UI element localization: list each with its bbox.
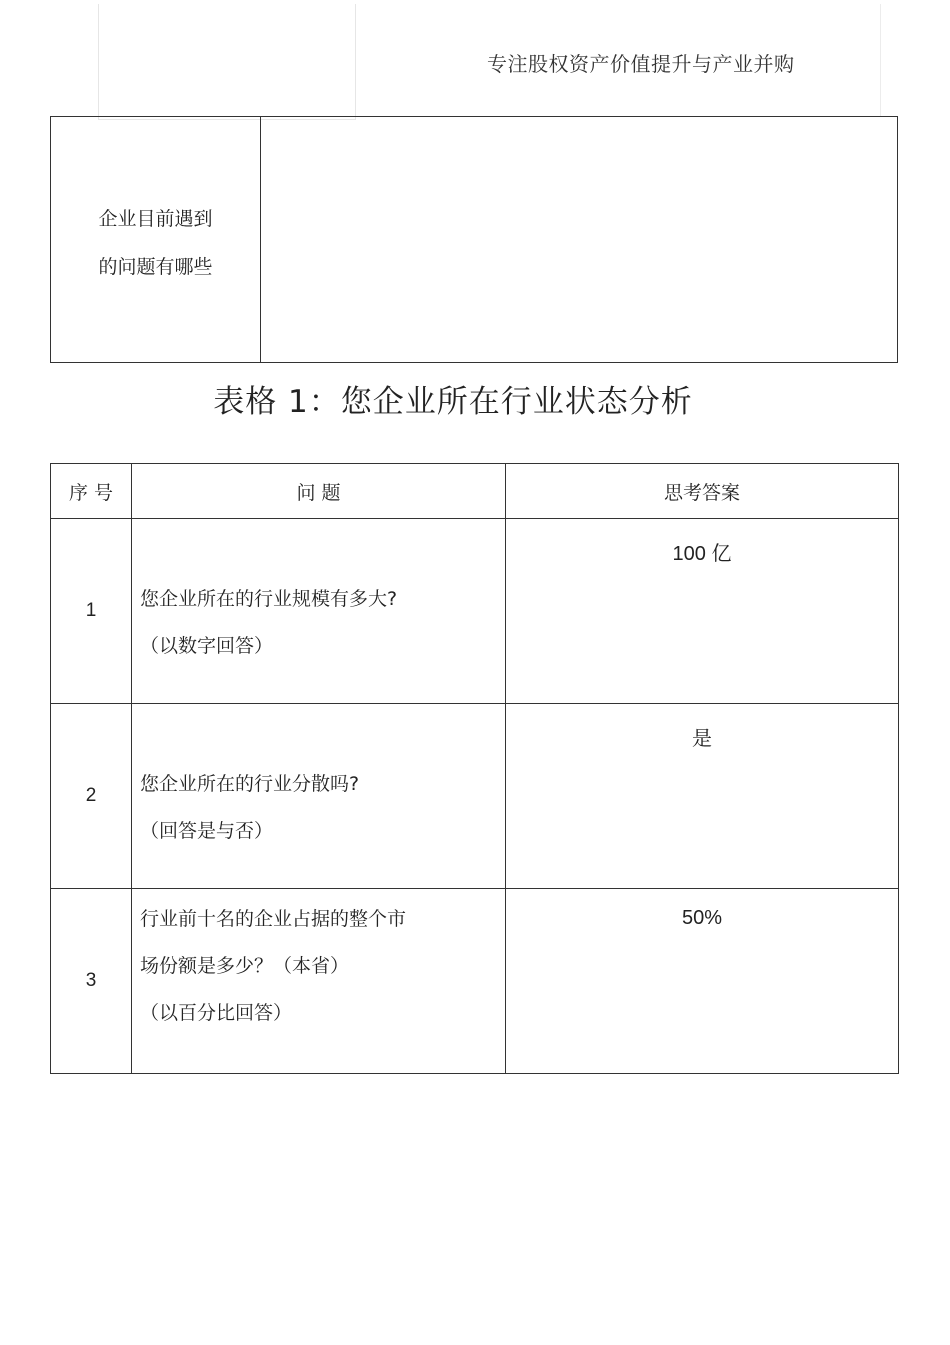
industry-analysis-table — [50, 463, 899, 1074]
row-answer-cell[interactable] — [506, 889, 899, 1074]
row-question — [132, 519, 506, 704]
table-row — [51, 704, 899, 889]
row-number: 2 — [51, 704, 132, 889]
question-hint: （以百分比回答） — [140, 1002, 293, 1024]
question-hint: （回答是与否） — [140, 820, 274, 842]
question-line: 场份额是多少？（本省） — [140, 955, 350, 977]
row-answer-cell[interactable] — [506, 519, 899, 704]
problems-label-line2: 的问题有哪些 — [98, 255, 213, 278]
header-logo-box — [98, 4, 356, 120]
question-line: 行业前十名的企业占据的整个市 — [140, 908, 407, 930]
problems-table — [50, 116, 898, 363]
header-no: 序 号 — [51, 464, 132, 519]
header-divider — [880, 4, 881, 116]
table-header-row — [51, 464, 899, 519]
row-answer: 是 — [692, 728, 712, 750]
header-answer: 思考答案 — [506, 464, 899, 519]
question-line: 您企业所在的行业规模有多大? — [140, 588, 398, 610]
problems-label — [51, 117, 261, 363]
table-row — [51, 889, 899, 1074]
question-hint: （以数字回答） — [140, 635, 274, 657]
row-answer-cell[interactable] — [506, 704, 899, 889]
header-tagline: 专注股权资产价值提升与产业并购 — [487, 52, 795, 76]
row-number: 3 — [51, 889, 132, 1074]
row-question — [132, 889, 506, 1074]
table-row — [51, 519, 899, 704]
row-question — [132, 704, 506, 889]
problems-label-line1: 企业目前遇到 — [98, 207, 213, 230]
header-question: 问 题 — [132, 464, 506, 519]
row-answer: 50% — [681, 907, 723, 929]
row-answer: 100 亿 — [672, 543, 732, 565]
row-number: 1 — [51, 519, 132, 704]
problems-answer-cell[interactable] — [261, 117, 898, 363]
table-caption: 表格 1：您企业所在行业状态分析 — [213, 384, 693, 420]
question-line: 您企业所在的行业分散吗? — [140, 773, 360, 795]
